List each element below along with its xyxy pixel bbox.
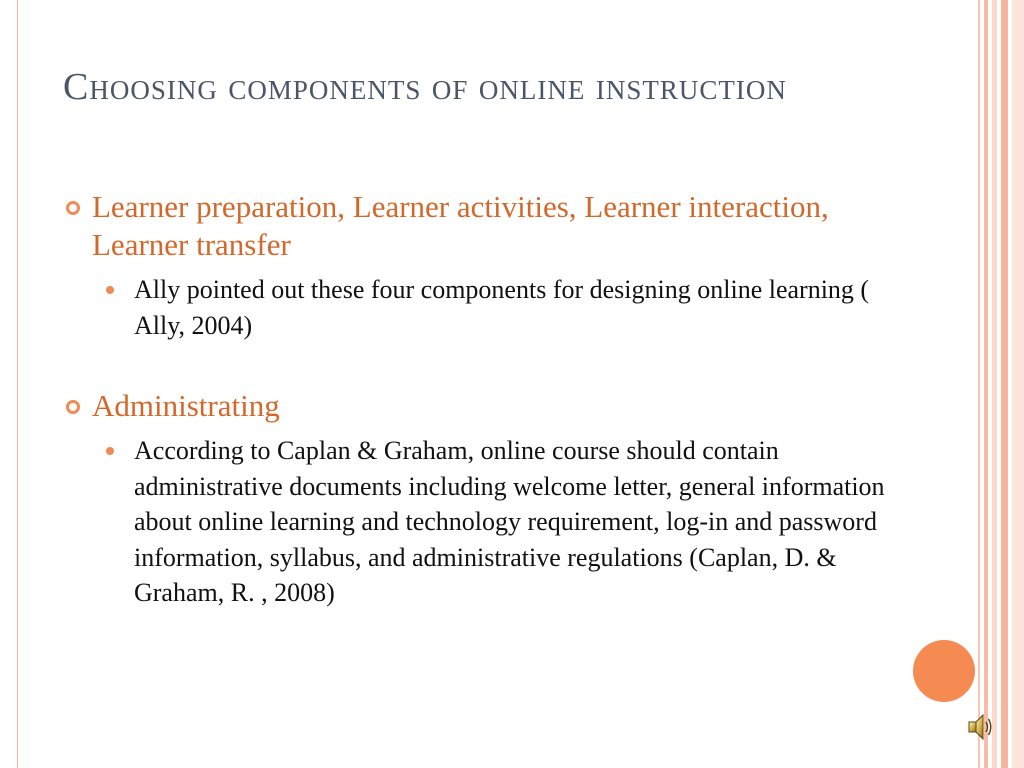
decorative-stripe — [1001, 0, 1008, 768]
spacer — [63, 343, 893, 387]
filled-dot-icon — [106, 447, 114, 455]
speaker-icon[interactable] — [966, 712, 994, 742]
hollow-circle-icon — [66, 201, 80, 215]
decorative-stripe — [1012, 0, 1024, 768]
section-heading-text: Administrating — [92, 388, 280, 423]
sub-bullet-item — [104, 272, 893, 343]
orange-circle-button[interactable] — [913, 640, 975, 702]
sub-bullet-item — [104, 433, 893, 611]
slide-content — [63, 188, 893, 611]
section-heading-learner-components — [63, 188, 893, 264]
section-heading-text: Learner preparation, Learner activities, Learner interaction, Learner transfer — [92, 189, 829, 262]
decorative-stripe — [984, 0, 988, 768]
left-border-line — [17, 0, 18, 768]
section-heading-administrating — [63, 387, 893, 425]
speaker-icon-svg — [966, 712, 994, 742]
hollow-circle-icon — [66, 400, 80, 414]
decorative-stripe — [992, 0, 997, 768]
filled-dot-icon — [106, 286, 114, 294]
decorative-stripe — [978, 0, 980, 768]
sub-bullet-list — [104, 433, 893, 611]
slide-title: Choosing components of online instruction — [63, 66, 787, 108]
sub-bullet-text: According to Caplan & Graham, online course should contain administrative documents including welcome letter, general information about online learning and technology requirement, log-in and password information, syllabus, and administrative regulations (Caplan, D. & Graham, R. , 2008) — [134, 436, 885, 607]
sub-bullet-list — [104, 272, 893, 343]
sub-bullet-text: Ally pointed out these four components for designing online learning ( Ally, 2004) — [134, 275, 870, 340]
